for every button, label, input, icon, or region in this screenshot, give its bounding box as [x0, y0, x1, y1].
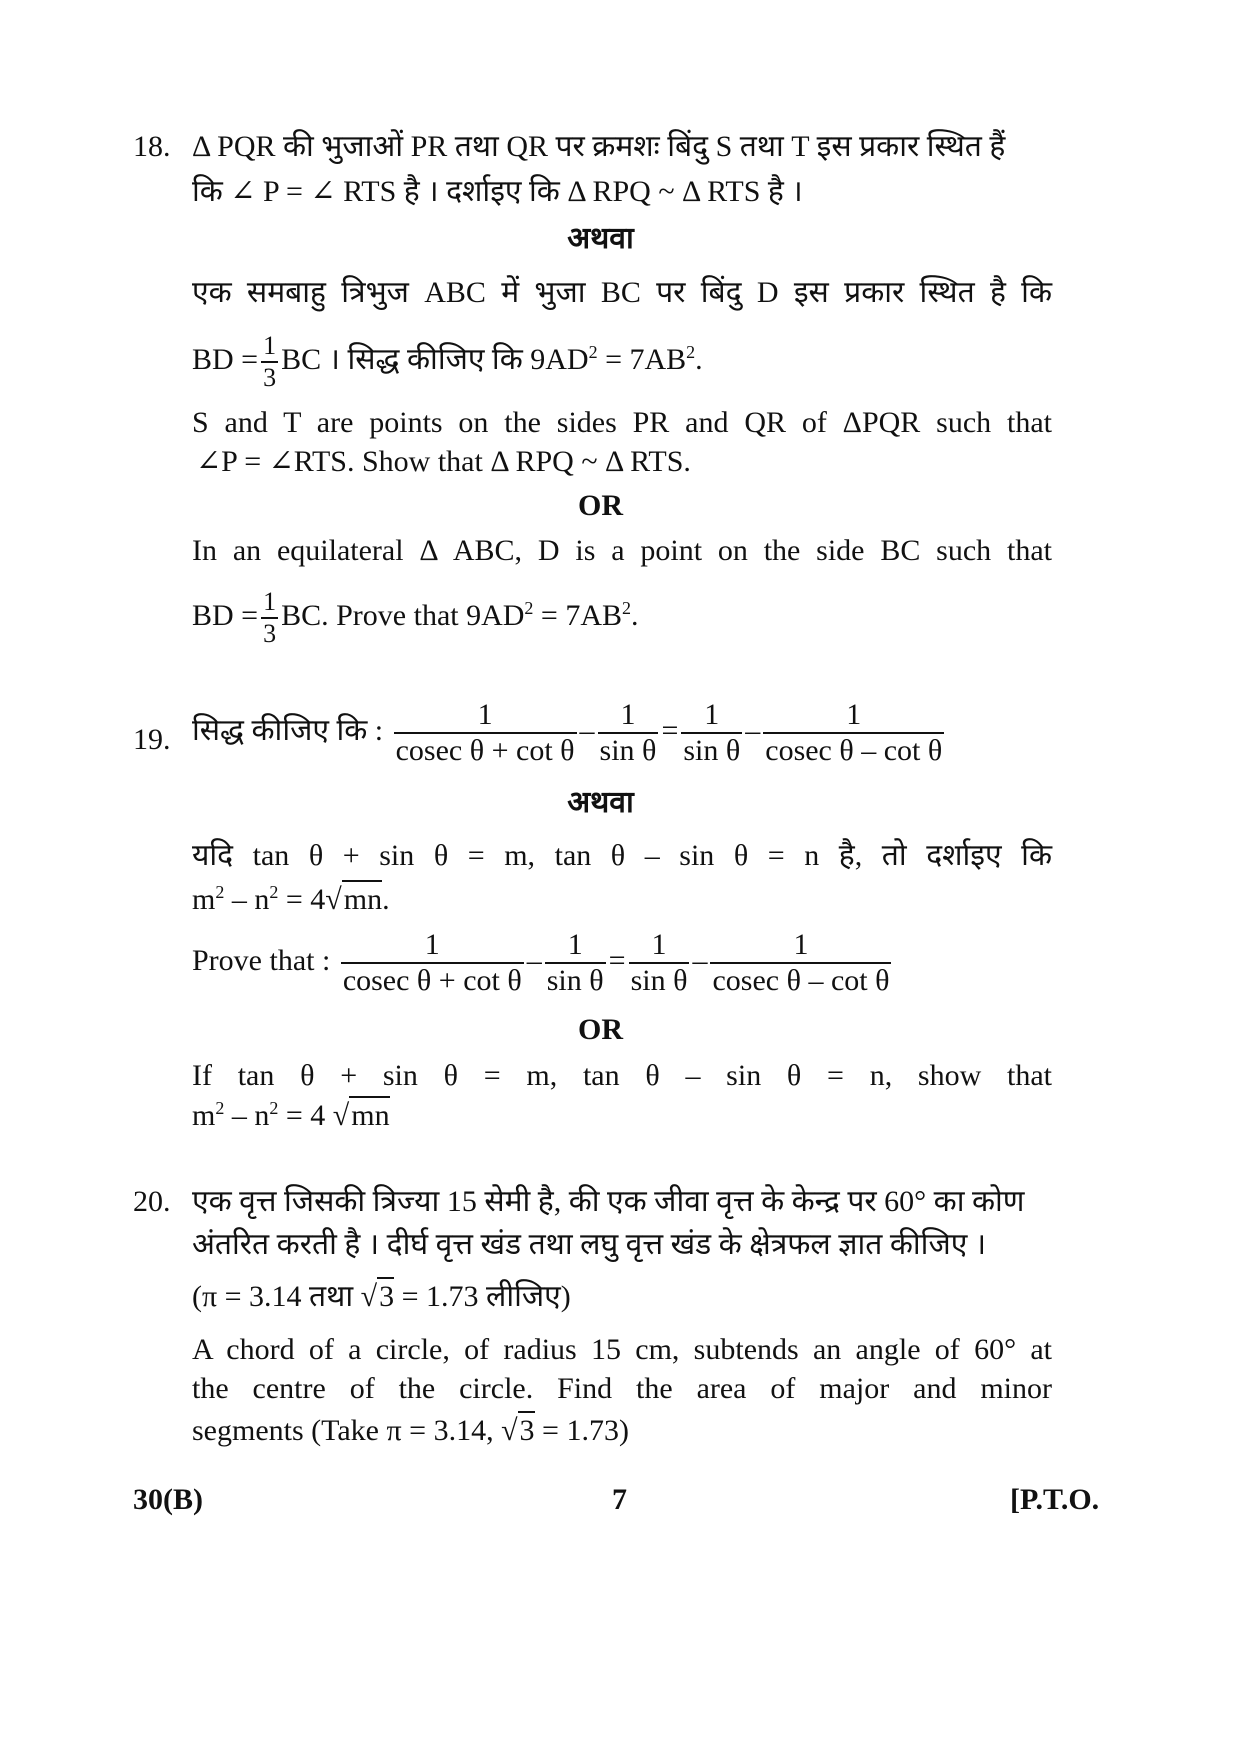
- q18-english-line-1: S and T are points on the sides PR and QR of ΔPQR such that: [192, 406, 1052, 439]
- q19-english-identity: Prove that : $\frac{1}{\text{cosec θ + cot θ}}$ – $\frac{1}{\text{sin θ}}$ = $\frac{1}{\text{sin θ}}$ – $\frac{1}{\text{cosec θ – cot θ}}$: [192, 928, 890, 997]
- q19-hindi-or-equation: $m^2 - n^2 = 4√mn$.: [192, 882, 390, 916]
- fraction-1-over-sin: $\frac{1}{\text{sin θ}}$: [630, 928, 688, 997]
- radical-sign: √: [332, 1099, 350, 1132]
- q19-athva-heading: अथवा: [567, 786, 634, 819]
- radical-sign: √: [501, 1414, 518, 1447]
- question-number-20: 20.: [133, 1185, 171, 1218]
- q19-hindi-or-line-1: यदि tan θ + sin θ = m, tan θ – sin θ = n है, तो दर्शाइए कि: [192, 839, 1052, 872]
- q18-or-heading: OR: [578, 489, 623, 522]
- q18-hindi-or-equation: BD = $\frac{1}{3}$ BC । सिद्ध कीजिए कि $9AD^2 = 7AB^2$.: [192, 331, 703, 392]
- fraction-1-over-cosec-minus-cot: $\frac{1}{\text{cosec θ – cot θ}}$: [712, 928, 890, 997]
- q18-hindi-line-2: कि ∠ P = ∠ RTS है । दर्शाइए कि Δ RPQ ~ Δ RTS है ।: [192, 175, 803, 208]
- page-number: 7: [612, 1483, 627, 1516]
- q18-english-or-equation: BD = $\frac{1}{3}$ BC. Prove that $9AD^2 = 7AB^2$.: [192, 587, 639, 648]
- question-number-18: 18.: [133, 130, 171, 163]
- q18-english-or-line-1: In an equilateral Δ ABC, D is a point on the side BC such that: [192, 534, 1052, 567]
- radical-sign: √: [360, 1280, 378, 1313]
- question-number-19: 19.: [133, 723, 171, 756]
- equation-text: BC । सिद्ध कीजिए कि 9AD: [281, 342, 589, 376]
- q19-hindi-identity: सिद्ध कीजिए कि : $\frac{1}{\text{cosec θ + cot θ}}$ – $\frac{1}{\text{sin θ}}$ = $\frac{1}{\text{sin θ}}$ – $\frac{1}{\text{cosec θ – cot θ}}$: [192, 698, 943, 767]
- q18-hindi-line-1: Δ PQR की भुजाओं PR तथा QR पर क्रमशः बिंदु S तथा T इस प्रकार स्थित हैं: [192, 130, 1006, 163]
- q19-hindi-prefix: सिद्ध कीजिए कि :: [192, 713, 384, 747]
- q20-english-line-1: A chord of a circle, of radius 15 cm, subtends an angle of 60° at: [192, 1333, 1052, 1366]
- q19-english-or-line-1: If tan θ + sin θ = m, tan θ – sin θ = n, show that: [192, 1059, 1052, 1092]
- fraction-1-over-sin: $\frac{1}{\text{sin θ}}$: [683, 698, 741, 767]
- fraction-1-over-sin: $\frac{1}{\text{sin θ}}$: [546, 928, 604, 997]
- fraction-1-over-sin: $\frac{1}{\text{sin θ}}$: [599, 698, 657, 767]
- q20-hindi-line-1: एक वृत्त जिसकी त्रिज्या 15 सेमी है, की एक जीवा वृत्त के केन्द्र पर 60° का कोण: [192, 1185, 1025, 1218]
- q19-or-heading: OR: [578, 1013, 623, 1046]
- q19-english-prefix: Prove that :: [192, 943, 331, 977]
- fraction-one-third: $\frac{1}{3}$: [263, 331, 277, 392]
- q19-english-or-equation: $m^2 - n^2 = 4$ √mn: [192, 1098, 390, 1132]
- q20-hindi-line-3: (π = 3.14 तथा √3 = 1.73 लीजिए): [192, 1277, 571, 1317]
- q20-english-line-3: segments (Take π = 3.14, √3 = 1.73): [192, 1411, 629, 1451]
- bd-text: BD =: [192, 342, 259, 376]
- fraction-1-over-cosec-minus-cot: $\frac{1}{\text{cosec θ – cot θ}}$: [765, 698, 943, 767]
- paper-code: 30(B): [133, 1483, 203, 1516]
- q20-english-line-2: the centre of the circle. Find the area of major and minor: [192, 1372, 1052, 1405]
- fraction-one-third: $\frac{1}{3}$: [263, 587, 277, 648]
- q20-hindi-line-2: अंतरित करती है । दीर्घ वृत्त खंड तथा लघु वृत्त खंड के क्षेत्रफल ज्ञात कीजिए ।: [192, 1228, 987, 1261]
- radical-sign: √: [325, 883, 342, 916]
- q18-athva-heading: अथवा: [567, 222, 634, 255]
- q18-english-line-2: ∠P = ∠RTS. Show that Δ RPQ ~ Δ RTS.: [196, 445, 691, 478]
- q18-hindi-or-line-1: एक समबाहु त्रिभुज ABC में भुजा BC पर बिंदु D इस प्रकार स्थित है कि: [192, 276, 1052, 309]
- fraction-1-over-cosec-plus-cot: $\frac{1}{\text{cosec θ + cot θ}}$: [342, 928, 522, 997]
- please-turn-over: [P.T.O.: [1010, 1483, 1100, 1516]
- fraction-1-over-cosec-plus-cot: $\frac{1}{\text{cosec θ + cot θ}}$: [395, 698, 575, 767]
